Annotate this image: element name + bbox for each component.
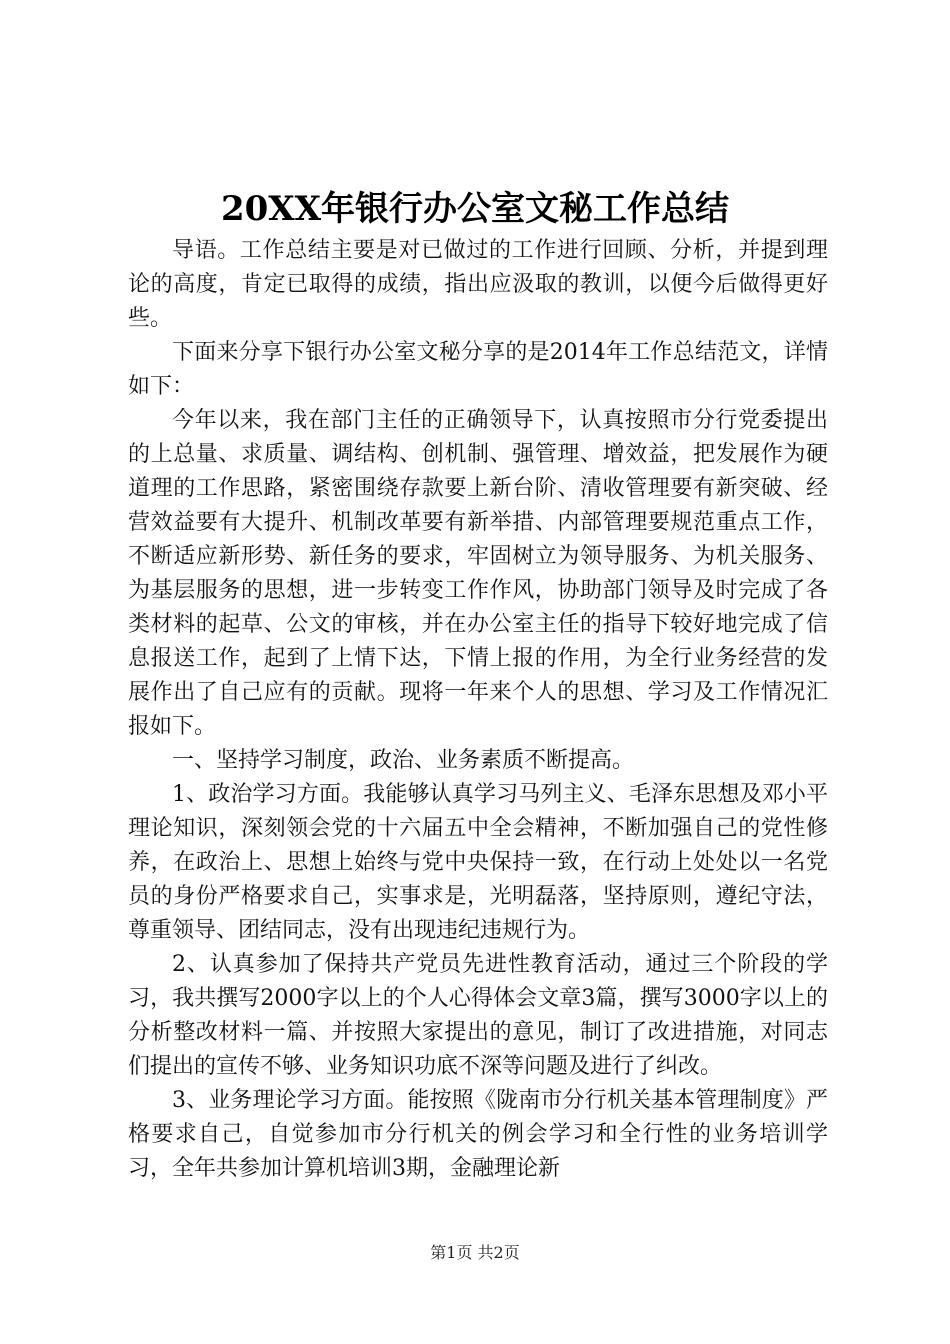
paragraph-business-study: 3、业务理论学习方面。能按照《陇南市分行机关基本管理制度》严格要求自己，自觉参加市分行机关的例会学习和全行性的业务培训学习，全年共参加计算机培训3期，金融理论新 [128,1088,828,1181]
page-number-footer: 第1页 共2页 [430,1243,520,1262]
paragraph-education-activity: 2、认真参加了保持共产党员先进性教育活动，通过三个阶段的学习，我共撰写2000字以上的个人心得体会文章3篇，撰写3000字以上的分析整改材料一篇、并按照大家提出的意见，制订了改进措施，对同志们提出的宣传不够、业务知识功底不深等问题及进行了纠改。 [128,952,828,1079]
paragraph-share: 下面来分享下银行办公室文秘分享的是2014年工作总结范文，详情如下： [128,340,828,399]
paragraph-intro: 导语。工作总结主要是对已做过的工作进行回顾、分析，并提到理论的高度，肯定已取得的成绩，指出应汲取的教训，以便今后做得更好些。 [128,238,828,331]
paragraph-political-study: 1、政治学习方面。我能够认真学习马列主义、毛泽东思想及邓小平理论知识，深刻领会党的十六届五中全会精神，不断加强自己的党性修养，在政治上、思想上始终与党中央保持一致，在行动上处处以一名党员的身份严格要求自己，实事求是，光明磊落，坚持原则，遵纪守法，尊重领导、团结同志，没有出现违纪违规行为。 [128,782,828,943]
section-heading-1: 一、坚持学习制度，政治、业务素质不断提高。 [172,748,635,773]
document-title: 20XX年银行办公室文秘工作总结 [220,189,730,229]
paragraph-overview: 今年以来，我在部门主任的正确领导下，认真按照市分行党委提出的上总量、求质量、调结构、创机制、强管理、增效益，把发展作为硬道理的工作思路，紧密围绕存款要上新台阶、清收管理要有新突破、经营效益要有大提升、机制改革要有新举措、内部管理要规范重点工作，不断适应新形势、新任务的要求，牢固树立为领导服务、为机关服务、为基层服务的思想，进一步转变工作作风，协助部门领导及时完成了各类材料的起草、公文的审核，并在办公室主任的指导下较好地完成了信息报送工作，起到了上情下达，下情上报的作用，为全行业务经营的发展作出了自己应有的贡献。现将一年来个人的思想、学习及工作情况汇报如下。 [128,408,828,739]
document-body [128,234,828,1186]
